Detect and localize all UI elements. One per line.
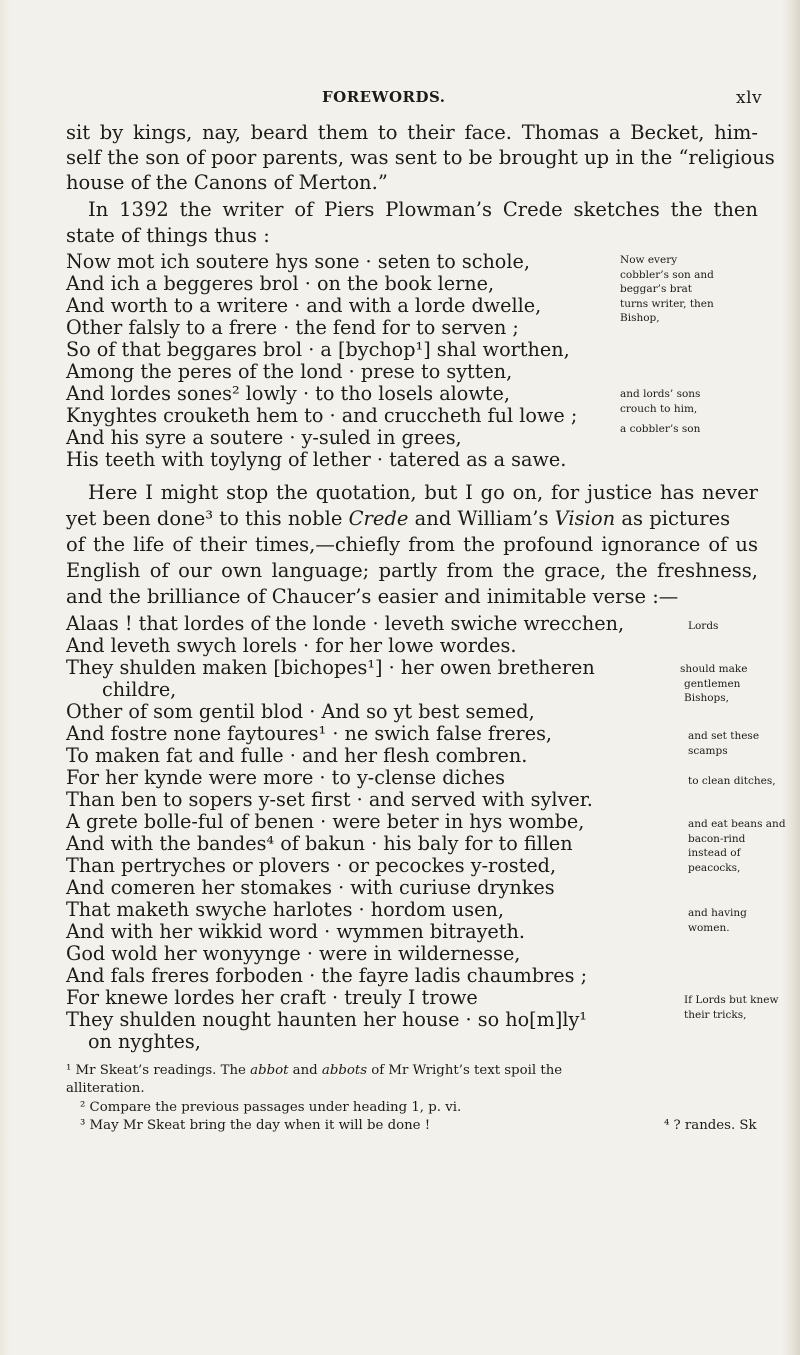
verse2-line-4: childre, [102,678,177,701]
sidenote-line: turns writer, then [620,297,714,310]
para3-line-1: Here I might stop the quotation, but I go on, for justice has never [88,481,758,504]
footnote-1-cont: alliteration. [66,1081,145,1096]
sidenote-line: cobbler’s son and [620,268,714,281]
sidenote-line: should make [680,663,748,675]
sidenote-line: Bishop, [620,312,660,324]
sidenote-line: and eat beans and [688,818,786,830]
verse1-line-7: And lordes sones² lowly · to tho losels alowte, [66,382,510,405]
footnote-3: ³ May Mr Skeat bring the day when it will be done ! [80,1118,431,1133]
sidenote-scamps [688,729,759,758]
sidenote-line: Now every [620,254,678,266]
verse2-line-10: A grete bolle-ful of benen · were beter in hys wombe, [66,810,585,833]
verse2-line-9: Than ben to sopers y-set first · and served with sylver. [66,788,593,811]
para3-line-2-text: yet been done³ to this noble Crede and William’s Vision as pictures [66,507,731,530]
verse2-line-6: And fostre none faytoures¹ · ne swich false freres, [66,722,553,745]
sidenote-line: bacon-rind [688,832,746,845]
sidenote-line: beggar’s brat [620,283,692,295]
sidenote-line: and set these [688,730,760,742]
verse2-line-2: And leveth swych lorels · for her lowe wordes. [66,634,517,657]
verse1-line-1: Now mot ich soutere hys sone · seten to schole, [66,250,530,273]
sidenote-line: their tricks, [684,1008,747,1021]
verse2-line-15: And with her wikkid word · wymmen bitrayeth. [66,920,525,943]
verse2-line-13: And comeren her stomakes · with curiuse drynkes [66,876,555,899]
sidenote-line: and having [688,907,747,919]
para2-line-2: state of things thus : [66,224,270,247]
sidenote-line: instead of [688,847,741,859]
verse2-line-11: And with the bandes⁴ of bakun · his baly for to fillen [66,832,573,855]
verse2-line-17: And fals freres forboden · the fayre ladis chaumbres ; [66,964,588,987]
sidenote-lords: Lords [688,620,719,632]
running-header-title: FOREWORDS. [322,88,446,106]
footnote-1: ¹ Mr Skeat’s readings. The abbot and abbots of Mr Wright’s text spoil the [66,1063,563,1078]
sidenote-women [688,906,747,935]
verse2-line-8: For her kynde were more · to y-clense diches [66,766,505,789]
para3-line-5: and the brilliance of Chaucer’s easier and inimitable verse :— [66,585,679,608]
sidenote-line: peacocks, [688,861,741,874]
para3-line-3: of the life of their times,—chiefly from the profound ignorance of us [66,533,758,556]
para3-line-2 [66,509,758,529]
verse2-line-20: on nyghtes, [88,1030,201,1053]
sidenote-beans [688,817,786,875]
verse2-line-16: God wold her wonyynge · were in wildernesse, [66,942,521,965]
verse2-line-18: For knewe lordes her craft · treuly I trowe [66,986,478,1009]
para3-line-4: English of our own language; partly from the grace, the freshness, [66,559,758,582]
sidenote-should-make [680,662,747,706]
sidenote-line: women. [688,921,730,934]
sidenote-line: Bishops, [684,692,729,704]
sidenote-lords-sons [620,387,700,437]
sidenote-line: and lords’ sons [620,388,701,400]
verse2-line-12: Than pertryches or plovers · or pecockes y-rosted, [66,854,557,877]
verse2-line-14: That maketh swyche harlotes · hordom usen, [66,898,504,921]
footnote-4: ⁴ ? randes. Sk [664,1118,757,1133]
sidenote-line: crouch to him, [620,402,698,415]
verse1-line-3: And worth to a writere · and with a lorde dwelle, [66,294,542,317]
verse1-line-4: Other falsly to a frere · the fend for to serven ; [66,316,519,339]
verse1-line-6: Among the peres of the lond · prese to sytten, [66,360,513,383]
verse2-line-19: They shulden nought haunten her house · so ho[m]ly¹ [66,1008,587,1031]
para1-line-1: sit by kings, nay, beard them to their face. Thomas a Becket, him- [66,121,758,144]
verse1-line-9: And his syre a soutere · y-suled in grees, [66,426,462,449]
sidenote-line: If Lords but knew [684,994,779,1006]
verse2-line-1: Alaas ! that lordes of the londe · leveth swiche wrecchen, [66,612,625,635]
sidenote-line: scamps [688,744,728,757]
sidenote-tricks [684,993,779,1022]
verse1-line-10: His teeth with toylyng of lether · tatered as a sawe. [66,448,567,471]
para1-line-2: self the son of poor parents, was sent to be brought up in the “religious [66,146,775,169]
sidenote-ditches: to clean ditches, [688,775,776,787]
verse1-line-5: So of that beggares brol · a [bychop¹] shal worthen, [66,338,570,361]
footnote-2: ² Compare the previous passages under heading 1, p. vi. [80,1100,462,1115]
sidenote-line: a cobbler’s son [620,423,701,435]
para2-line-1: In 1392 the writer of Piers Plowman’s Crede sketches the then [88,198,758,221]
verse1-line-8: Knyghtes crouketh hem to · and cruccheth ful lowe ; [66,404,578,427]
verse2-line-7: To maken fat and fulle · and her flesh combren. [66,744,528,767]
para1-line-3: house of the Canons of Merton.” [66,171,388,194]
sidenote-line: gentlemen [684,677,741,690]
page-number: xlv [736,88,763,108]
verse2-line-5: Other of som gentil blod · And so yt best semed, [66,700,535,723]
verse2-line-3: They shulden maken [bichopes¹] · her owen bretheren [66,656,595,679]
verse1-line-2: And ich a beggeres brol · on the book lerne, [66,272,495,295]
sidenote-every-cobbler [620,253,714,326]
page-edge-shadow [782,0,800,1355]
page-gutter-shadow [0,0,10,1355]
